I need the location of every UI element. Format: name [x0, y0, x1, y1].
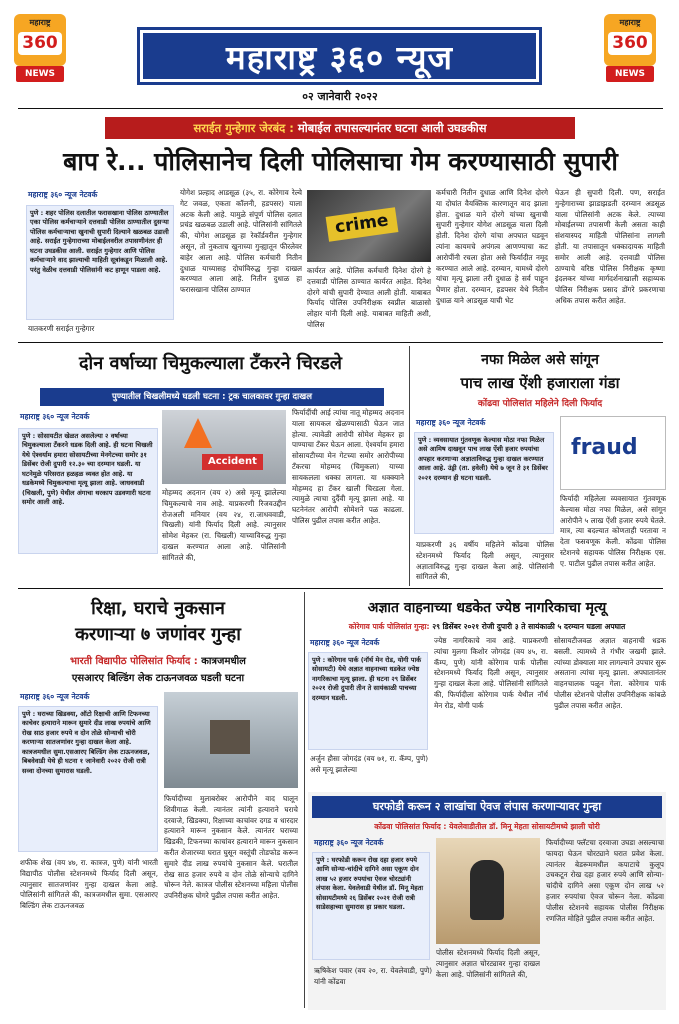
story6-col3: फिर्यादीच्या फ्लॅटचा दरवाजा उघडा असल्याचा फायदा घेऊन चोरट्याने घरात प्रवेश केला. त्यानंतर बेडरूममधील कपाटाचे कुलूप उचकटून रोख दहा हजार रुपये आणि सोन्या-चांदीचे दागिने असा एकूण दोन लाख ५२ हजार रुपयांचा ऐवज चोरून नेला. कोंढवा पोलीस स्टेशनचे सहायक पोलीस निरीक्षक रणजित मोहिते पुढील तपास करीत आहेत. — [546, 838, 664, 923]
logo-number: 360 — [608, 32, 652, 55]
story1-col4: घेऊन ही सुपारी दिली. पण, सराईत गुन्हेगाराच्या झाडाझडती दरम्यान अडसूळ याला पोलिसांनी अटक केले. त्याच्या मोबाईलच्या तपासणी केली असता काही संशयास्पद माहिती पोलिसांना लागली होती. या तपासातून धक्कादायक माहिती समोर आली आहे. दत्तवाडी पोलिस ठाण्याचे वरिष्ठ पोलिस निरीक्षक कृष्णा इंदलकर यांच्या मार्गदर्शनाखाली सहाय्यक पोलिस निरीक्षक प्रसाद डोंगरे प्रकरणाचा अधिक तपास करीत आहेत. — [555, 188, 665, 305]
story3-fraud-image — [560, 416, 666, 490]
story4-sub-3: एसआरए बिल्डिंग लेक टाऊनजवळ घडली घटना — [71, 673, 245, 684]
story4-col1: शफीक शेख (वय ४७, रा. कात्रज, पुणे) यांनी भारती विद्यापीठ पोलीस स्टेशनमध्ये फिर्याद दिली असून, त्यानुसार सातजणांवर गुन्हा दाखल केला आहे. पोलिसांनी सांगितले की, कात्रजमधील सुमा. एसआरए बिल्डिंग लेक टाऊनजवळ — [20, 858, 158, 911]
top-rule — [18, 108, 663, 109]
story2-image-label: Accident — [202, 454, 263, 470]
logo-news: NEWS — [606, 66, 654, 82]
logo-news: NEWS — [16, 66, 64, 82]
logo-mic-icon — [604, 14, 656, 66]
logo-top-text: महाराष्ट्र — [619, 18, 641, 27]
story3-col1: याप्रकरणी ३६ वर्षीय महिलेने कोंढवा पोलिस स्टेशनमध्ये फिर्याद दिली असून, त्यानुसार अज्ञाताविरुद्ध गुन्हा दाखल केला आहे. पोलिसांनी सांगितले की, — [416, 540, 554, 582]
story5-sub — [308, 622, 666, 632]
story2-col3: फिर्यादींची आई त्यांचा नातू मोहम्मद अदनान याला सायकल खेळण्यासाठी घेऊन जात होत्या. त्यावेळी आरोपी सोमेश मेहकर हा पाण्याचा टँकर घेऊन आला. ऐश्वर्याम हमारा सोसायटीच्या मेन गेटच्या समोर आरोपीच्या टँकरचा मोहम्मद (चिमुकला) याच्या सायकलला धक्का लागला. या धक्क्याने मोहम्मद हा टँकर खाली चिरडला गेला. त्यामुळे त्याचा दुर्दैवी मृत्यू झाला आहे. या घटनेनंतर आरोपी सोमेशने पळ काढला. पोलिस पुढील तपास करीत आहेत. — [292, 408, 404, 525]
story3-headline-1: नफा मिळेल असे सांगून — [481, 352, 599, 368]
story6-col2: पोलीस स्टेशनमध्ये फिर्याद दिली असून, त्यानुसार अज्ञात चोरट्यावर गुन्हा दाखल केला आहे. पोलिसांनी सांगितले की, — [436, 948, 540, 979]
story6-byline: महाराष्ट्र ३६० न्यूज नेटवर्क — [314, 838, 384, 847]
divider-mid-1 — [409, 346, 410, 586]
story4-sub-2: कात्रजमधील — [201, 656, 246, 667]
story2-byline: महाराष्ट्र ३६० न्यूज नेटवर्क — [20, 412, 90, 421]
story4-headline-1: रिक्षा, घराचे नुकसान — [91, 598, 225, 619]
story5-summary: पुणे : कोरेगाव पार्क (नॉर्थ मेन रोड, योगी पार्क सोसायटी) येथे अज्ञात वाहनाच्या धडकेत ज्येष्ठ नागरिकाचा मृत्यू झाला. ही घटना २९ डिसेंबर २०२१ रोजी दुपारी तीन ते सायंकाळी पाचच्या दरम्यान घडली. — [308, 652, 428, 750]
thief-icon — [470, 860, 504, 920]
story1-col1: यातकरणी सराईत गुन्हेगार — [28, 324, 95, 333]
story4-sub — [18, 654, 298, 670]
masthead — [137, 27, 542, 85]
story1-bottom-rule — [18, 342, 663, 343]
story6-headline: घरफोडी करून २ लाखांचा ऐवज लंपास करणाऱ्यावर गुन्हा — [312, 796, 662, 818]
story3-image-label: fraud — [571, 435, 638, 460]
story4-house-image — [164, 692, 298, 788]
story1-image-label: crime — [326, 207, 398, 241]
story5-col1: अर्जुन हौसा जोगदंड (वय ७१, रा. कॅम्प, पुणे) असे मृत्यू झालेल्या — [310, 754, 428, 774]
story1-col3-under: कार्यरत आहे. पोलिस कर्मचारी दिनेश दोरगे हे दत्तवाडी पोलिस ठाण्यात कार्यरत आहेत. दिनेश दोरगे यांची सुपारी देण्यात आली होती. याबाबत फिर्याद पोलिस उपनिरीक्षक स्वप्नील बाळासो लोहार यांनी दिली आहे. याबाबत माहिती अशी, पोलिस — [307, 266, 431, 329]
story2-bottom-rule — [18, 588, 663, 589]
logo-top-text: महाराष्ट्र — [29, 18, 51, 27]
story3-col2: फिर्यादी महिलेला व्यवसायात गुंतवणूक केल्यास मोठा नफा मिळेल, असे सांगून आरोपीने ५ लाख ऐंशी हजार रुपये घेतले. मात्र, त्या बदल्यात कोणताही परतावा न देता फसवणूक केली. कोंढवा पोलिस स्टेशनचे सहायक पोलिस निरीक्षक एस. ए. पाटील पुढील तपास करीत आहेत. — [560, 494, 666, 568]
story4-summary: पुणे : घराच्या खिडक्या, ऑटो रिक्षाची आणि टिफनच्या काचेवर हत्याराने मारून सुमारे दीड लाख रुपयांचे आणि रोख साठ हजार रुपये व दोन तोळे सोन्याची चोरी करणाऱ्या सातजणांवर गुन्हा दाखल केला आहे. कात्रजमधील सुमा.एसआरए बिल्डिंग लेक टाऊनजवळ, बिबवेवाडी येथे ही घटना १ जानेवारी २०२२ रोजी रात्री सव्वा दोनच्या सुमारास घडली. — [18, 706, 158, 852]
issue-date: ०२ जानेवारी २०२२ — [302, 90, 378, 103]
masthead-title: महाराष्ट्र ३६० न्यूज — [143, 33, 536, 79]
story2-accident-image — [162, 410, 286, 484]
story1-headline: बाप रे... पोलिसानेच दिली पोलिसाचा गेम करण्यासाठी सुपारी — [63, 147, 618, 176]
story2-sub: पुण्यातील चिखलीमध्ये घडली घटना : ट्रक चालकावर गुन्हा दाखल — [40, 388, 384, 406]
story1-kicker-gold: सराईत गुन्हेगार जेरबंद : — [193, 121, 294, 135]
story4-byline: महाराष्ट्र ३६० न्यूज नेटवर्क — [20, 692, 90, 701]
story2-col2: मोहम्मद अदनान (वय २) असे मृत्यू झालेल्या चिमुकल्याचे नाव आहे. याप्रकरणी रिजवउद्दीन रोजअली मनियार (वय २४, रा.जाधववाडी, चिखली) यांनी फिर्याद दिली आहे. त्यानुसार सोमेश मेहकर (रा. चिखली) याच्याविरुद्ध गुन्हा दाखल करण्यात आला आहे. पोलिसांनी सांगितले की, — [162, 488, 286, 562]
story6-summary: पुणे : घरफोडी करून रोख दहा हजार रुपये आणि सोन्या-चांदीचे दागिने असा एकूण दोन लाख ५२ हजार रुपयांचा ऐवज चोरट्यांनी लंपास केला. येवलेवाडी येथील डॉ. मिनू मेहता सोसायटीमध्ये २६ डिसेंबर २०२१ रोजी रात्री साडेसहाच्या सुमारास हा प्रकार घडला. — [312, 852, 430, 960]
story3-byline: महाराष्ट्र ३६० न्यूज नेटवर्क — [416, 418, 486, 427]
logo-left — [8, 12, 72, 84]
story2-summary: पुणे : सोसायटीत खेळत असलेल्या २ वर्षाच्या चिमुकल्याला टँकरने धडक दिली आहे. ही घटना चिखली येथे ऐश्वर्याम हमारा सोसायटीच्या मेनगेटच्या समोर ३१ डिसेंबर रोजी दुपारी १२.३० च्या दरम्यान घडली. या घटनेमुळे परिसरात हळहळ व्यक्त होत आहे. या धडकेमध्ये चिमुकल्याचा मृत्यू झाला आहे. जाधववाडी (चिखली, पुणे) येथील अंगाचा थरकाप उडवणारी घटना समोर आली आहे. — [18, 428, 158, 554]
story1-col2: योगेश प्रल्हाद आडसूळ (३५, रा. कोरेगाव रेल्वे गेट जवळ, एकता कॉलनी, हडपसर) याला अटक केली आहे. यामुळे संपूर्ण पोलिस दलात प्रचंड खळबळ उडाली आहे. पोलिसांनी सांगितले की, योगेश आडसूळ हा रेकॉर्डवरील गुन्हेगार असून, तो नुकताच खुनाच्या गुन्ह्यातून फीरलेवर बाहेर आला आहे. पोलिस कर्मचारी नितीन दुधाळ याच्यासह दोघांविरुद्ध गुन्हा दाखल करण्यात आला आहे. नितीन दुधाळ हा फरासखाना पोलिस ठाण्यात — [180, 188, 302, 295]
story5-byline: महाराष्ट्र ३६० न्यूज नेटवर्क — [310, 638, 380, 647]
story1-crime-image — [307, 190, 431, 262]
story3-sub: कोंढवा पोलिसांत महिलेने दिली फिर्याद — [477, 399, 603, 409]
story6-sub: कोंढवा पोलिसांत फिर्याद : येवलेवाडीतील डॉ. मिनू मेहता सोसायटीमध्ये झाली चोरी — [374, 822, 600, 831]
story5-sub-1: कोरेगाव पार्क पोलिसांत गुन्हा: — [348, 622, 430, 631]
story4-col2: फिर्यादीच्या मुलाबरोबर आरोपीने वाद घालून शिवीगाळ केली. त्यानंतर त्यांनी हत्याराने घराचे दरवाजे, खिडक्या, रिक्षाच्या काचांवर दगड व धारदार हत्याराने मारून नुकसान केले. त्यानंतर घराच्या खिडकी, टिफनच्या काचांवर हत्याराने मारून नुकसान करीत शेजारच्या घरात घुसून वस्तूंची तोडफोड करून सुमारे दीड लाख रुपयांचे नुकसान केले. घरातील रोख साठ हजार रुपये व दोन तोळे सोन्याचे दागिने चोरून नेले. कात्रज पोलीस स्टेशनच्या महिला पोलीस उपनिरीक्षक घोगरे पुढील तपास करीत आहेत. — [164, 794, 298, 901]
story5-col2: ज्येष्ठ नागरिकाचे नाव आहे. याप्रकरणी त्यांचा मुलगा किशोर जोगदंड (वय ४५, रा. कॅम्प, पुणे) यांनी कोरेगाव पार्क पोलीस स्टेशनमध्ये फिर्याद दिली असून, त्यानुसार गुन्हा दाखल केला आहे. पोलिसांनी सांगितले की, फिर्यादीला कोरेगाव पार्क येथील नॉर्थ मेन रोड, योगी पार्क — [434, 636, 548, 710]
story4-sub-1: भारती विद्यापीठ पोलिसांत फिर्याद : — [70, 656, 198, 667]
story1-kicker — [105, 117, 575, 139]
logo-number: 360 — [18, 32, 62, 55]
warning-cone-icon — [184, 418, 212, 448]
story5-sub-2: २९ डिसेंबर २०२१ रोजी दुपारी ३ ते सायंकाळी ५ दरम्यान घडला अपघात — [432, 622, 626, 631]
story6-col1: ऋषिकेश पवार (वय २०, रा. येवलेवाडी, पुणे) यांनी कोंढवा — [314, 966, 432, 986]
story1-col3: कर्मचारी नितीन दुधाळ आणि दिनेश दोरगे या दोघांत वैयक्तिक कारणातून वाद झाला होता. दुधाळ याने दोरगे यांच्या खुनाची सुपारी गुन्हेगार योगेश आडसूळ याला दिली होती. दिनेश दोरगे यांचा अपघात घडवून त्यांना कायमचे अपंगत्व आणण्याचा कट आरोपींनी रचला होता असे फिर्यादीत नमूद करण्यात आले आहे. दरम्यान, यामध्ये दोरगे यांचा मृत्यू झाला तरी दुधाळ हे सर्व पाहून घेणार होता. दरम्यान, हडपसर येथे नितीन दुधाळ याने आडसूळ याची भेट — [436, 188, 548, 305]
logo-right — [598, 12, 662, 84]
story1-byline: महाराष्ट्र ३६० न्यूज नेटवर्क — [28, 190, 98, 199]
story5-col3: सोसायटीजवळ अज्ञात वाहनाची धडक बसली. त्यामध्ये ते गंभीर जखमी झाले. त्यांच्या डोक्याला मार लागल्याने उपचार सुरू असताना त्यांचा मृत्यू झाला. अपघातानंतर वाहनचालक पळून गेला. कोरेगाव पार्क पोलीस स्टेशनचे पोलीस उपनिरीक्षक कांबळे पुढील तपास करीत आहेत. — [554, 636, 666, 710]
logo-mic-icon — [14, 14, 66, 66]
story1-kicker-white: मोबाईल तपासल्यानंतर घटना आली उघडकीस — [297, 121, 487, 135]
story6-thief-image — [436, 838, 540, 944]
story2-headline: दोन वर्षाच्या चिमुकल्याला टँकरने चिरडले — [79, 353, 342, 374]
story5-headline: अज्ञात वाहनाच्या धडकेत ज्येष्ठ नागरिकाचा मृत्यू — [367, 600, 607, 616]
story1-summary: पुणे : शहर पोलिस दलातील फरासखाना पोलिस ठाण्यातील एका पोलिस कर्मचाऱ्याने दत्तवाडी पोलिस ठाण्यातील दुसऱ्या पोलिस कर्मचाऱ्याचा खुनाची सुपारी दिल्याने खळबळ उडाली आहे. सराईत गुन्हेगाराच्या मोबाईलवरील तपासणीनंतर ही घटना उघडकीस आली. सराईत गुन्हेगार आणि पोलिस कर्मचाऱ्याने वाद झाल्याची माहिती सूत्रांकडून मिळाली आहे. परंतु वेळीच दत्तवाडी पोलिसांनी कट हाणून पाडला आहे. — [26, 205, 174, 320]
story4-headline-2: करणाऱ्या ७ जणांवर गुन्हा — [75, 624, 241, 645]
story3-summary: पुणे : व्यवसायात गुंतवणूक केल्यास मोठा नफा मिळेल असे आमिष दाखवून पाच लाख ऐंशी हजार रुपयांचा अपहार करणाऱ्या अज्ञाताविरुद्ध गुन्हा दाखल करण्यात आला आहे. उंड्री (ता. हवेली) येथे ७ जून ते ३१ डिसेंबर २०२१ दरम्यान ही घटना घडली. — [414, 432, 554, 534]
divider-mid-2 — [304, 592, 305, 1008]
house-icon — [210, 720, 250, 754]
story3-headline-2: पाच लाख ऐंशी हजाराला गंडा — [460, 374, 620, 392]
